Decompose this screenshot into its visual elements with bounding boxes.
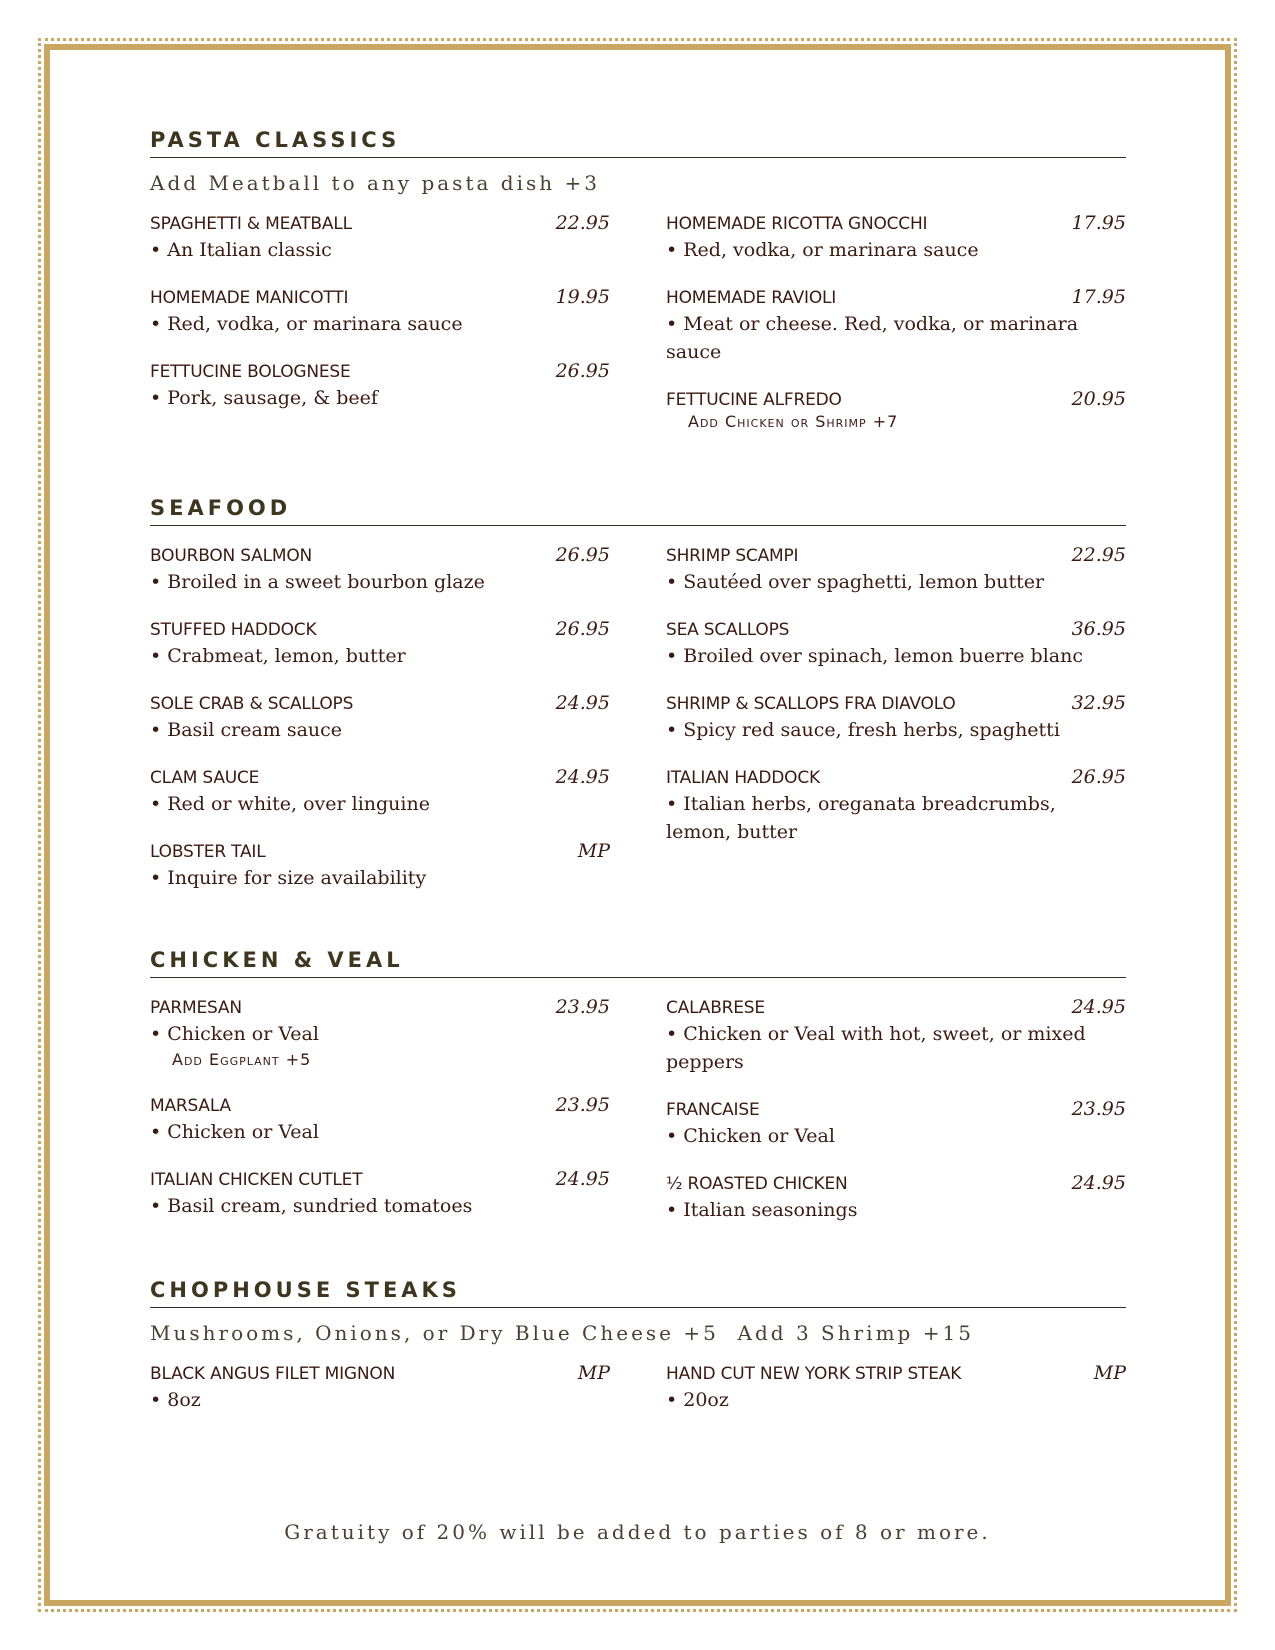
item-price: 24.95 <box>555 1168 610 1190</box>
item-name: FETTUCINE ALFREDO <box>666 390 842 410</box>
menu-item <box>150 618 610 670</box>
section-note: Add Meatball to any pasta dish +3 <box>150 171 600 195</box>
item-description: • Chicken or Veal <box>150 1121 319 1143</box>
menu-item <box>150 1094 610 1146</box>
menu-item <box>150 544 610 596</box>
menu-item <box>666 766 1126 846</box>
item-price: 24.95 <box>1071 1172 1126 1194</box>
item-name: SHRIMP SCAMPI <box>666 546 799 566</box>
item-price: 23.95 <box>1071 1098 1126 1120</box>
item-price: 23.95 <box>555 996 610 1018</box>
menu-item <box>150 286 610 338</box>
item-description: • Italian seasonings <box>666 1199 858 1221</box>
item-description: • Meat or cheese. Red, vodka, or marinara sauce <box>666 313 1079 363</box>
item-description: • 8oz <box>150 1389 201 1411</box>
item-description: • Red, vodka, or marinara sauce <box>666 239 979 261</box>
item-price: MP <box>577 840 610 862</box>
section-title: CHOPHOUSE STEAKS <box>150 1276 1126 1308</box>
item-name: HOMEMADE MANICOTTI <box>150 288 349 308</box>
section-pasta-classics <box>150 126 1126 456</box>
left-column <box>150 1362 610 1436</box>
menu-item <box>150 1362 610 1414</box>
menu-item <box>666 1362 1126 1414</box>
menu-item <box>666 388 1126 434</box>
item-price: 17.95 <box>1071 286 1126 308</box>
item-addon: Add Chicken or Shrimp +7 <box>688 412 899 431</box>
item-price: 26.95 <box>1071 766 1126 788</box>
menu-item <box>666 1172 1126 1224</box>
item-name: HAND CUT NEW YORK STRIP STEAK <box>666 1364 962 1384</box>
item-description: • Inquire for size availability <box>150 867 427 889</box>
item-description: • Basil cream, sundried tomatoes <box>150 1195 473 1217</box>
item-description: • Chicken or Veal <box>666 1125 835 1147</box>
item-name: LOBSTER TAIL <box>150 842 266 862</box>
right-column <box>666 996 1126 1246</box>
item-price: 17.95 <box>1071 212 1126 234</box>
item-name: STUFFED HADDOCK <box>150 620 317 640</box>
item-name: BOURBON SALMON <box>150 546 313 566</box>
menu-item <box>666 286 1126 366</box>
item-price: 32.95 <box>1071 692 1126 714</box>
item-description: • Pork, sausage, & beef <box>150 387 378 409</box>
item-description: • Basil cream sauce <box>150 719 343 741</box>
item-description: • An Italian classic <box>150 239 332 261</box>
item-name: SEA SCALLOPS <box>666 620 790 640</box>
menu-item <box>150 840 610 892</box>
item-addon: Add Eggplant +5 <box>172 1050 312 1069</box>
item-name: SOLE CRAB & SCALLOPS <box>150 694 354 714</box>
right-column <box>666 544 1126 914</box>
item-name: ITALIAN HADDOCK <box>666 768 820 788</box>
item-price: 20.95 <box>1071 388 1126 410</box>
item-name: FETTUCINE BOLOGNESE <box>150 362 351 382</box>
item-name: SHRIMP & SCALLOPS FRA DIAVOLO <box>666 694 956 714</box>
item-price: MP <box>577 1362 610 1384</box>
item-name: CLAM SAUCE <box>150 768 260 788</box>
menu-item <box>666 996 1126 1076</box>
section-note: Mushrooms, Onions, or Dry Blue Cheese +5 Add 3 Shrimp +15 <box>150 1321 974 1345</box>
item-description: • 20oz <box>666 1389 729 1411</box>
menu-item <box>150 360 610 412</box>
menu-item <box>666 618 1126 670</box>
item-price: MP <box>1093 1362 1126 1384</box>
menu-item <box>150 692 610 744</box>
item-description: • Red or white, over linguine <box>150 793 430 815</box>
item-name: MARSALA <box>150 1096 231 1116</box>
item-name: HOMEMADE RICOTTA GNOCCHI <box>666 214 928 234</box>
left-column <box>150 996 610 1246</box>
item-name: FRANCAISE <box>666 1100 760 1120</box>
item-name: CALABRESE <box>666 998 765 1018</box>
left-column <box>150 212 610 456</box>
item-price: 24.95 <box>555 766 610 788</box>
item-description: • Chicken or Veal <box>150 1023 319 1045</box>
item-description: • Broiled over spinach, lemon buerre blanc <box>666 645 1083 667</box>
item-description: • Red, vodka, or marinara sauce <box>150 313 463 335</box>
item-name: ½ ROASTED CHICKEN <box>666 1174 848 1194</box>
item-description: • Spicy red sauce, fresh herbs, spaghetti <box>666 719 1060 741</box>
item-price: 26.95 <box>555 360 610 382</box>
item-description: • Sautéed over spaghetti, lemon butter <box>666 571 1045 593</box>
section-title: PASTA CLASSICS <box>150 126 1126 158</box>
item-name: PARMESAN <box>150 998 242 1018</box>
item-description: • Crabmeat, lemon, butter <box>150 645 406 667</box>
item-description: • Chicken or Veal with hot, sweet, or mixed peppers <box>666 1023 1086 1073</box>
gratuity-note: Gratuity of 20% will be added to parties of 8 or more. <box>284 1520 991 1544</box>
menu-item <box>150 996 610 1072</box>
item-price: 24.95 <box>1071 996 1126 1018</box>
item-price: 26.95 <box>555 544 610 566</box>
section-title: CHICKEN & VEAL <box>150 946 1126 978</box>
item-name: SPAGHETTI & MEATBALL <box>150 214 352 234</box>
item-price: 24.95 <box>555 692 610 714</box>
left-column <box>150 544 610 914</box>
section-chophouse-steaks <box>150 1276 1126 1436</box>
item-price: 22.95 <box>555 212 610 234</box>
item-description: • Broiled in a sweet bourbon glaze <box>150 571 485 593</box>
section-chicken-veal <box>150 946 1126 1246</box>
menu-item <box>666 544 1126 596</box>
item-price: 23.95 <box>555 1094 610 1116</box>
menu-item <box>666 212 1126 264</box>
item-name: ITALIAN CHICKEN CUTLET <box>150 1170 363 1190</box>
section-seafood <box>150 494 1126 914</box>
item-description: • Italian herbs, oreganata breadcrumbs, lemon, butter <box>666 793 1056 843</box>
menu-item <box>150 766 610 818</box>
menu-item <box>150 212 610 264</box>
menu-item <box>150 1168 610 1220</box>
right-column <box>666 1362 1126 1436</box>
item-price: 26.95 <box>555 618 610 640</box>
right-column <box>666 212 1126 456</box>
item-price: 36.95 <box>1071 618 1126 640</box>
item-name: BLACK ANGUS FILET MIGNON <box>150 1364 396 1384</box>
item-name: HOMEMADE RAVIOLI <box>666 288 837 308</box>
section-title: SEAFOOD <box>150 494 1126 526</box>
menu-item <box>666 692 1126 744</box>
item-price: 19.95 <box>555 286 610 308</box>
menu-item <box>666 1098 1126 1150</box>
item-price: 22.95 <box>1071 544 1126 566</box>
